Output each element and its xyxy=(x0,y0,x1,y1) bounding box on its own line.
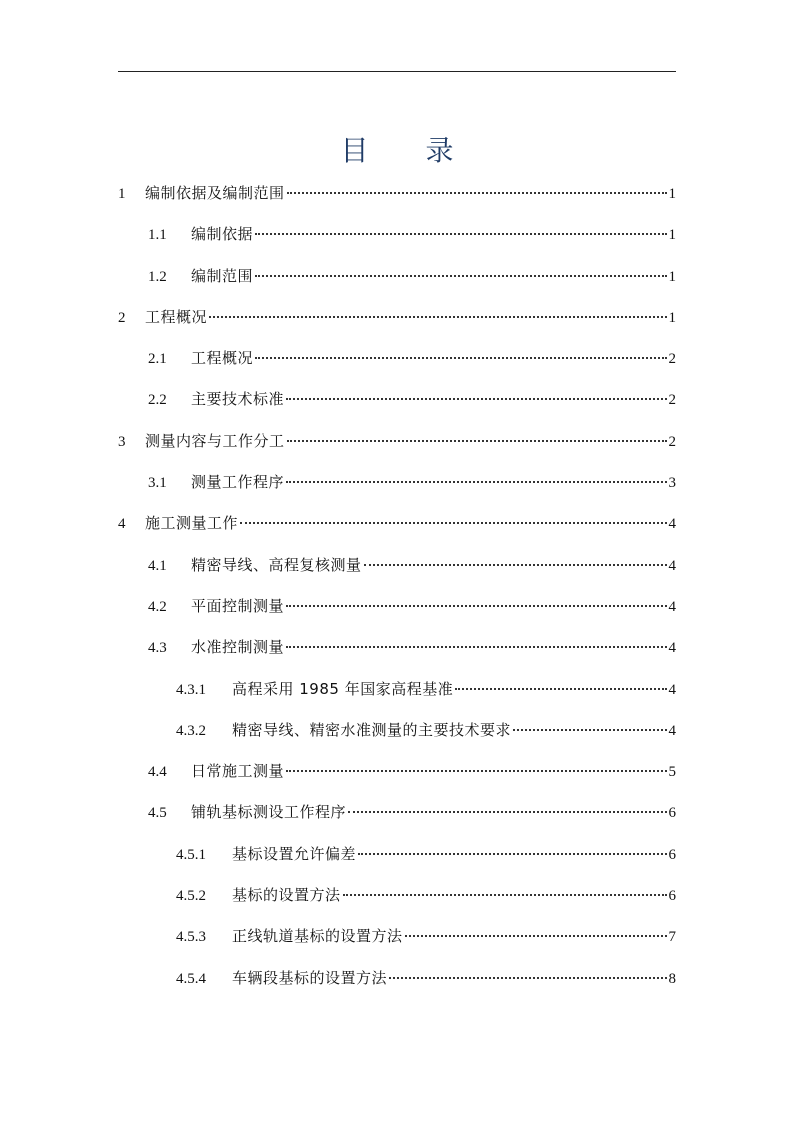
toc-entry[interactable] xyxy=(118,338,676,379)
toc-entry-title: 基标设置允许偏差 xyxy=(232,844,357,863)
toc-entry-title: 正线轨道基标的设置方法 xyxy=(232,927,403,946)
toc-leader-dots xyxy=(348,811,666,813)
toc-entry-number: 2 xyxy=(118,309,126,326)
toc-entry-number: 3 xyxy=(118,433,126,450)
toc-entry-page: 1 xyxy=(668,186,676,202)
toc-leader-dots xyxy=(389,977,666,979)
toc-leader-dots xyxy=(286,605,666,607)
toc-entry[interactable] xyxy=(118,627,676,668)
toc-entry-number: 4.3.2 xyxy=(176,722,206,739)
toc-entry-page: 2 xyxy=(668,433,676,450)
toc-entry[interactable] xyxy=(118,669,676,710)
table-of-contents xyxy=(118,173,676,999)
toc-entry-title: 精密导线、高程复核测量 xyxy=(191,555,362,574)
toc-entry-title: 工程概况 xyxy=(191,349,254,368)
toc-entry-page: 3 xyxy=(668,475,676,492)
toc-entry-page: 4 xyxy=(668,557,676,574)
toc-entry-number: 1.2 xyxy=(148,268,167,285)
toc-entry-page: 6 xyxy=(668,846,676,863)
toc-entry[interactable] xyxy=(118,875,676,916)
toc-entry-number: 4.3.1 xyxy=(176,681,206,698)
toc-entry-number: 4.1 xyxy=(148,557,167,574)
toc-leader-dots xyxy=(240,522,666,524)
toc-entry[interactable] xyxy=(118,173,676,214)
toc-entry-number: 2.2 xyxy=(148,392,167,409)
toc-entry-number: 4.5.3 xyxy=(176,929,206,946)
toc-entry[interactable] xyxy=(118,421,676,462)
toc-title: 目 录 xyxy=(340,134,478,167)
toc-entry-number: 3.1 xyxy=(148,475,167,492)
toc-entry-number: 4.3 xyxy=(148,640,167,657)
toc-entry-title: 铺轨基标测设工作程序 xyxy=(191,803,347,822)
toc-leader-dots xyxy=(287,192,667,194)
toc-leader-dots xyxy=(286,398,666,400)
toc-entry-page: 4 xyxy=(668,640,676,657)
toc-entry[interactable] xyxy=(118,792,676,833)
toc-entry-page: 7 xyxy=(668,929,676,946)
toc-entry[interactable] xyxy=(118,586,676,627)
toc-entry[interactable] xyxy=(118,297,676,338)
toc-entry-page: 2 xyxy=(668,351,676,368)
toc-entry-number: 4.5.1 xyxy=(176,846,206,863)
toc-entry-title: 主要技术标准 xyxy=(191,390,285,409)
toc-leader-dots xyxy=(287,440,667,442)
toc-entry[interactable] xyxy=(118,545,676,586)
toc-entry-page: 1 xyxy=(668,309,676,326)
toc-entry[interactable] xyxy=(118,751,676,792)
toc-entry-page: 8 xyxy=(668,970,676,987)
toc-entry-page: 5 xyxy=(668,764,676,781)
toc-leader-dots xyxy=(209,316,666,318)
toc-leader-dots xyxy=(513,729,666,731)
toc-leader-dots xyxy=(286,646,666,648)
toc-entry-number: 1.1 xyxy=(148,227,167,244)
toc-leader-dots xyxy=(255,357,666,359)
toc-leader-dots xyxy=(255,275,666,277)
toc-leader-dots xyxy=(364,564,667,566)
toc-entry-page: 2 xyxy=(668,392,676,409)
toc-entry-title: 编制范围 xyxy=(191,266,254,285)
toc-entry-number: 4.2 xyxy=(148,598,167,615)
toc-entry[interactable] xyxy=(118,379,676,420)
toc-entry-title: 基标的设置方法 xyxy=(232,886,341,905)
toc-entry[interactable] xyxy=(118,958,676,999)
toc-entry-page: 4 xyxy=(668,722,676,739)
toc-entry-number: 4.4 xyxy=(148,764,167,781)
toc-leader-dots xyxy=(286,481,666,483)
toc-leader-dots xyxy=(255,233,666,235)
toc-entry-number: 4.5 xyxy=(148,805,167,822)
toc-entry-title: 测量内容与工作分工 xyxy=(145,431,285,450)
toc-entry-number: 4.5.4 xyxy=(176,970,206,987)
toc-entry-title: 精密导线、精密水准测量的主要技术要求 xyxy=(232,720,512,739)
toc-entry[interactable] xyxy=(118,256,676,297)
toc-entry-title: 高程采用 1985 年国家高程基准 xyxy=(232,679,454,698)
toc-entry-page: 1 xyxy=(668,227,676,244)
toc-entry-title: 编制依据 xyxy=(191,225,254,244)
toc-entry-number: 4 xyxy=(118,516,126,533)
toc-entry-title: 工程概况 xyxy=(145,307,208,326)
toc-entry-number: 1 xyxy=(118,186,126,202)
toc-entry-title: 施工测量工作 xyxy=(145,514,239,533)
toc-entry[interactable] xyxy=(118,710,676,751)
toc-entry-title: 测量工作程序 xyxy=(191,473,285,492)
toc-entry-page: 6 xyxy=(668,888,676,905)
toc-entry-title: 水准控制测量 xyxy=(191,638,285,657)
toc-entry-page: 6 xyxy=(668,805,676,822)
toc-leader-dots xyxy=(358,853,666,855)
header-rule xyxy=(118,71,676,72)
toc-entry[interactable] xyxy=(118,462,676,503)
toc-entry[interactable] xyxy=(118,503,676,544)
toc-entry-title: 编制依据及编制范围 xyxy=(145,184,285,202)
toc-leader-dots xyxy=(286,770,666,772)
toc-entry[interactable] xyxy=(118,916,676,957)
toc-leader-dots xyxy=(343,894,667,896)
toc-entry-page: 4 xyxy=(668,681,676,698)
toc-entry-title: 平面控制测量 xyxy=(191,596,285,615)
toc-entry-number: 4.5.2 xyxy=(176,888,206,905)
toc-entry[interactable] xyxy=(118,214,676,255)
toc-entry-number: 2.1 xyxy=(148,351,167,368)
toc-entry[interactable] xyxy=(118,834,676,875)
toc-entry-page: 4 xyxy=(668,516,676,533)
toc-entry-page: 1 xyxy=(668,268,676,285)
toc-leader-dots xyxy=(455,688,666,690)
toc-leader-dots xyxy=(405,935,667,937)
toc-entry-title: 车辆段基标的设置方法 xyxy=(232,968,388,987)
toc-entry-title: 日常施工测量 xyxy=(191,762,285,781)
toc-entry-page: 4 xyxy=(668,598,676,615)
